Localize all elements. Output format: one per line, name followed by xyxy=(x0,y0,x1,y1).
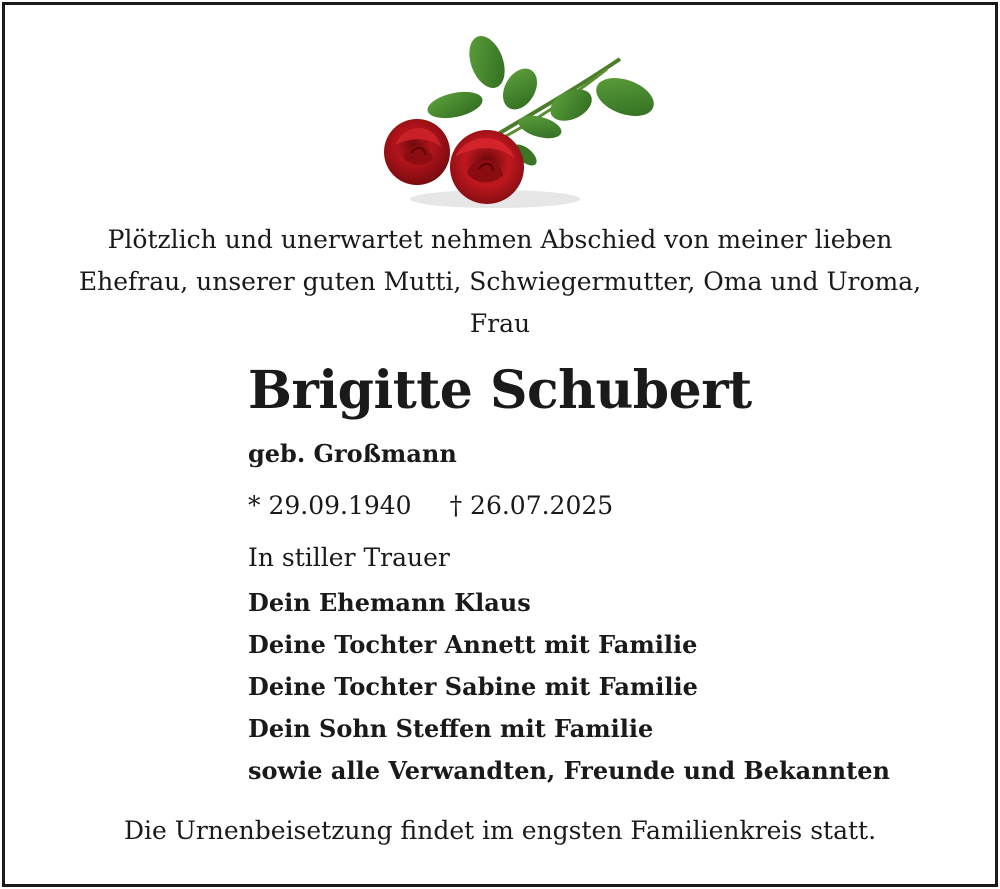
maiden-name: geb. Großmann xyxy=(248,439,457,468)
mourner: Deine Tochter Annett mit Familie xyxy=(248,630,698,659)
mourner: sowie alle Verwandten, Freunde und Bekannten xyxy=(248,756,890,785)
mourners-list xyxy=(248,582,988,792)
death-date: † 26.07.2025 xyxy=(449,491,614,520)
funeral-note: Die Urnenbeisetzung findet im engsten Familienkreis statt. xyxy=(123,816,877,845)
mourner: Deine Tochter Sabine mit Familie xyxy=(248,672,698,701)
mourner: Dein Sohn Steffen mit Familie xyxy=(248,714,654,743)
mourning-intro: In stiller Trauer xyxy=(248,543,450,572)
deceased-block xyxy=(248,355,988,792)
mourner: Dein Ehemann Klaus xyxy=(248,588,531,617)
life-dates xyxy=(248,491,988,521)
deceased-name: Brigitte Schubert xyxy=(248,360,752,421)
intro-line: Ehefrau, unserer guten Mutti, Schwiegermutter, Oma und Uroma, xyxy=(78,267,922,296)
red-roses-icon xyxy=(375,27,665,212)
birth-date: * 29.09.1940 xyxy=(248,491,412,520)
intro-line: Plötzlich und unerwartet nehmen Abschied von meiner lieben xyxy=(107,225,893,254)
obituary-frame xyxy=(2,2,998,887)
intro-line: Frau xyxy=(469,309,531,338)
intro-text xyxy=(5,219,995,345)
